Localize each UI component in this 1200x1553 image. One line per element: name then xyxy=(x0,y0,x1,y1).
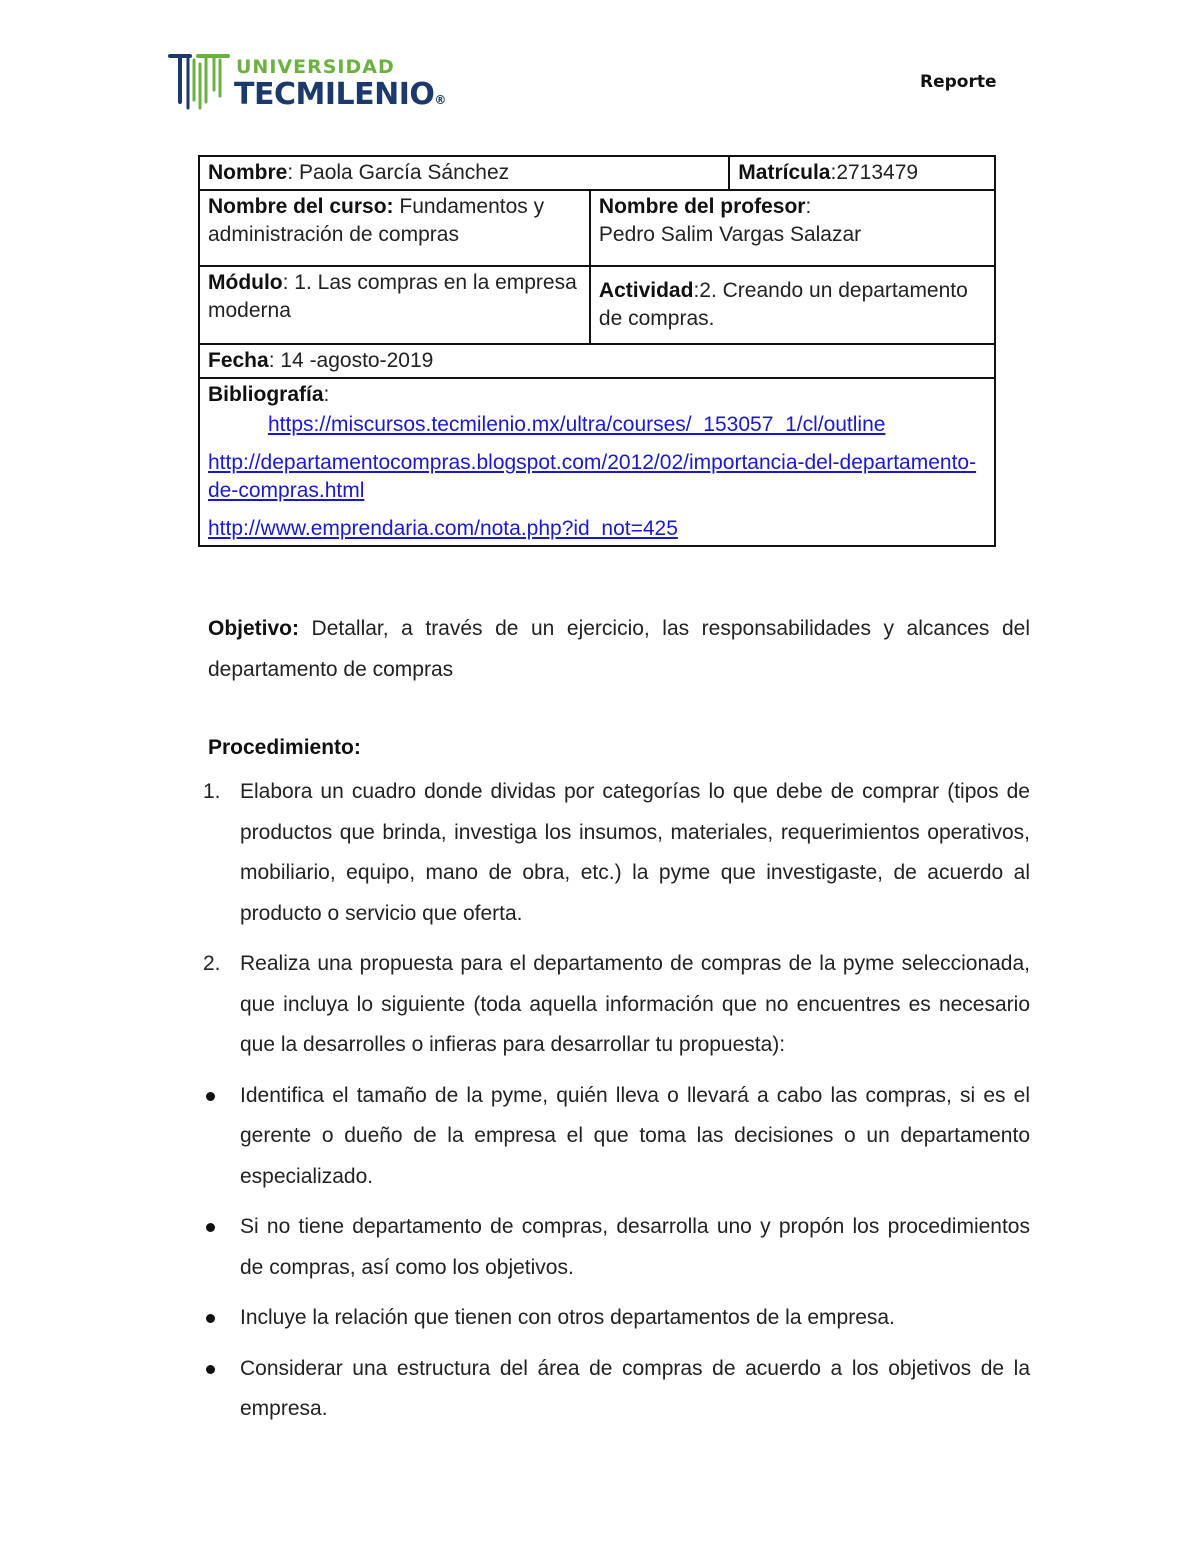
profesor-colon: : xyxy=(805,195,812,218)
row-curso xyxy=(199,190,995,266)
bibliography-link[interactable]: http://www.emprendaria.com/nota.php?id_not=425 xyxy=(208,517,678,540)
cell-bibliografia xyxy=(199,378,995,546)
bibliography-link[interactable]: http://departamentocompras.blogspot.com/2012/02/importancia-del-departamento-de-compras.html xyxy=(208,451,977,502)
cell-actividad xyxy=(590,266,995,344)
student-info-table xyxy=(198,155,996,547)
cell-fecha xyxy=(199,344,995,378)
bullet-icon xyxy=(206,1365,215,1374)
procedure-title: Procedimiento: xyxy=(208,736,361,759)
cell-modulo xyxy=(199,266,590,344)
logo-text-tecmilenio xyxy=(234,77,446,112)
bib-entry xyxy=(208,515,986,543)
bullet-text: Considerar una estructura del área de compras de acuerdo a los objetivos de la empresa. xyxy=(240,1356,1030,1420)
objective-text: Detallar, a través de un ejercicio, las responsabilidades y alcances del departamento de compras xyxy=(208,617,1030,681)
cell-nombre xyxy=(199,156,729,190)
tecmilenio-mark-icon xyxy=(168,50,232,112)
tecmilenio-logo xyxy=(168,50,458,112)
numbered-item xyxy=(203,944,1030,1066)
profesor-value: Pedro Salim Vargas Salazar xyxy=(598,223,862,246)
bullet-icon xyxy=(206,1314,215,1323)
objective-paragraph xyxy=(208,608,1030,690)
fecha-value: : 14 -agosto-2019 xyxy=(268,349,434,372)
bib-entry xyxy=(208,411,986,439)
actividad-value: :2. Creando un departamento de compras. xyxy=(598,279,968,330)
bullet-text: Identifica el tamaño de la pyme, quién lleva o llevará a cabo las compras, si es el gerente o dueño de la empresa el que toma las decisiones o un departamento especializado. xyxy=(240,1083,1030,1188)
bullet-icon xyxy=(206,1092,215,1101)
modulo-label: Módulo xyxy=(208,271,283,294)
item-text: Realiza una propuesta para el departamento de compras de la pyme seleccionada, que incluya lo siguiente (toda aquella información que no encuentres es necesario que la desarrolles o infieras para desarrollar tu propuesta): xyxy=(240,952,1030,1056)
bibliografia-colon: : xyxy=(323,383,330,406)
curso-label: Nombre del curso: xyxy=(208,195,394,218)
curso-value: Fundamentos y administración de compras xyxy=(208,195,545,246)
procedure-list xyxy=(203,772,1030,1440)
bullet-item xyxy=(203,1349,1030,1430)
bullet-text: Si no tiene departamento de compras, desarrolla uno y propón los procedimientos de compras, así como los objetivos. xyxy=(240,1215,1030,1279)
item-number: 2. xyxy=(203,952,221,975)
nombre-value: : Paola García Sánchez xyxy=(287,161,510,184)
matricula-value: :2713479 xyxy=(830,161,919,184)
row-fecha xyxy=(199,344,995,378)
bibliography-link[interactable]: https://miscursos.tecmilenio.mx/ultra/courses/_153057_1/cl/outline xyxy=(268,413,886,436)
bib-entry xyxy=(208,449,986,505)
profesor-label: Nombre del profesor xyxy=(598,195,806,218)
fecha-label: Fecha xyxy=(208,349,269,372)
bullet-item xyxy=(203,1076,1030,1198)
matricula-label: Matrícula xyxy=(738,161,831,184)
logo-registered-mark: ® xyxy=(434,93,446,107)
cell-curso xyxy=(199,190,590,266)
item-text: Elabora un cuadro donde dividas por categorías lo que debe de comprar (tipos de productos que brinda, investiga los insumos, materiales, requerimientos operativos, mobiliario, equipo, mano de obra, etc.) la pyme que investigaste, de acuerdo al producto o servicio que oferta. xyxy=(240,780,1030,925)
item-number: 1. xyxy=(203,780,221,803)
bullet-icon xyxy=(206,1223,215,1232)
nombre-label: Nombre xyxy=(208,161,288,184)
bibliografia-label: Bibliografía xyxy=(208,383,324,406)
bullet-text: Incluye la relación que tienen con otros departamentos de la empresa. xyxy=(240,1306,895,1329)
document-type-label: Reporte xyxy=(920,72,997,92)
logo-text-universidad: UNIVERSIDAD xyxy=(236,56,395,78)
row-bibliografia xyxy=(199,378,995,546)
logo-name: TECMILENIO xyxy=(234,77,435,112)
bullet-item xyxy=(203,1298,1030,1339)
bullet-item xyxy=(203,1207,1030,1288)
modulo-value: : 1. Las compras en la empresa moderna xyxy=(208,271,577,322)
row-nombre xyxy=(199,156,995,190)
row-modulo xyxy=(199,266,995,344)
cell-matricula xyxy=(729,156,995,190)
objective-label: Objetivo: xyxy=(208,617,300,640)
cell-profesor xyxy=(590,190,995,266)
numbered-item xyxy=(203,772,1030,934)
actividad-label: Actividad xyxy=(598,279,694,302)
